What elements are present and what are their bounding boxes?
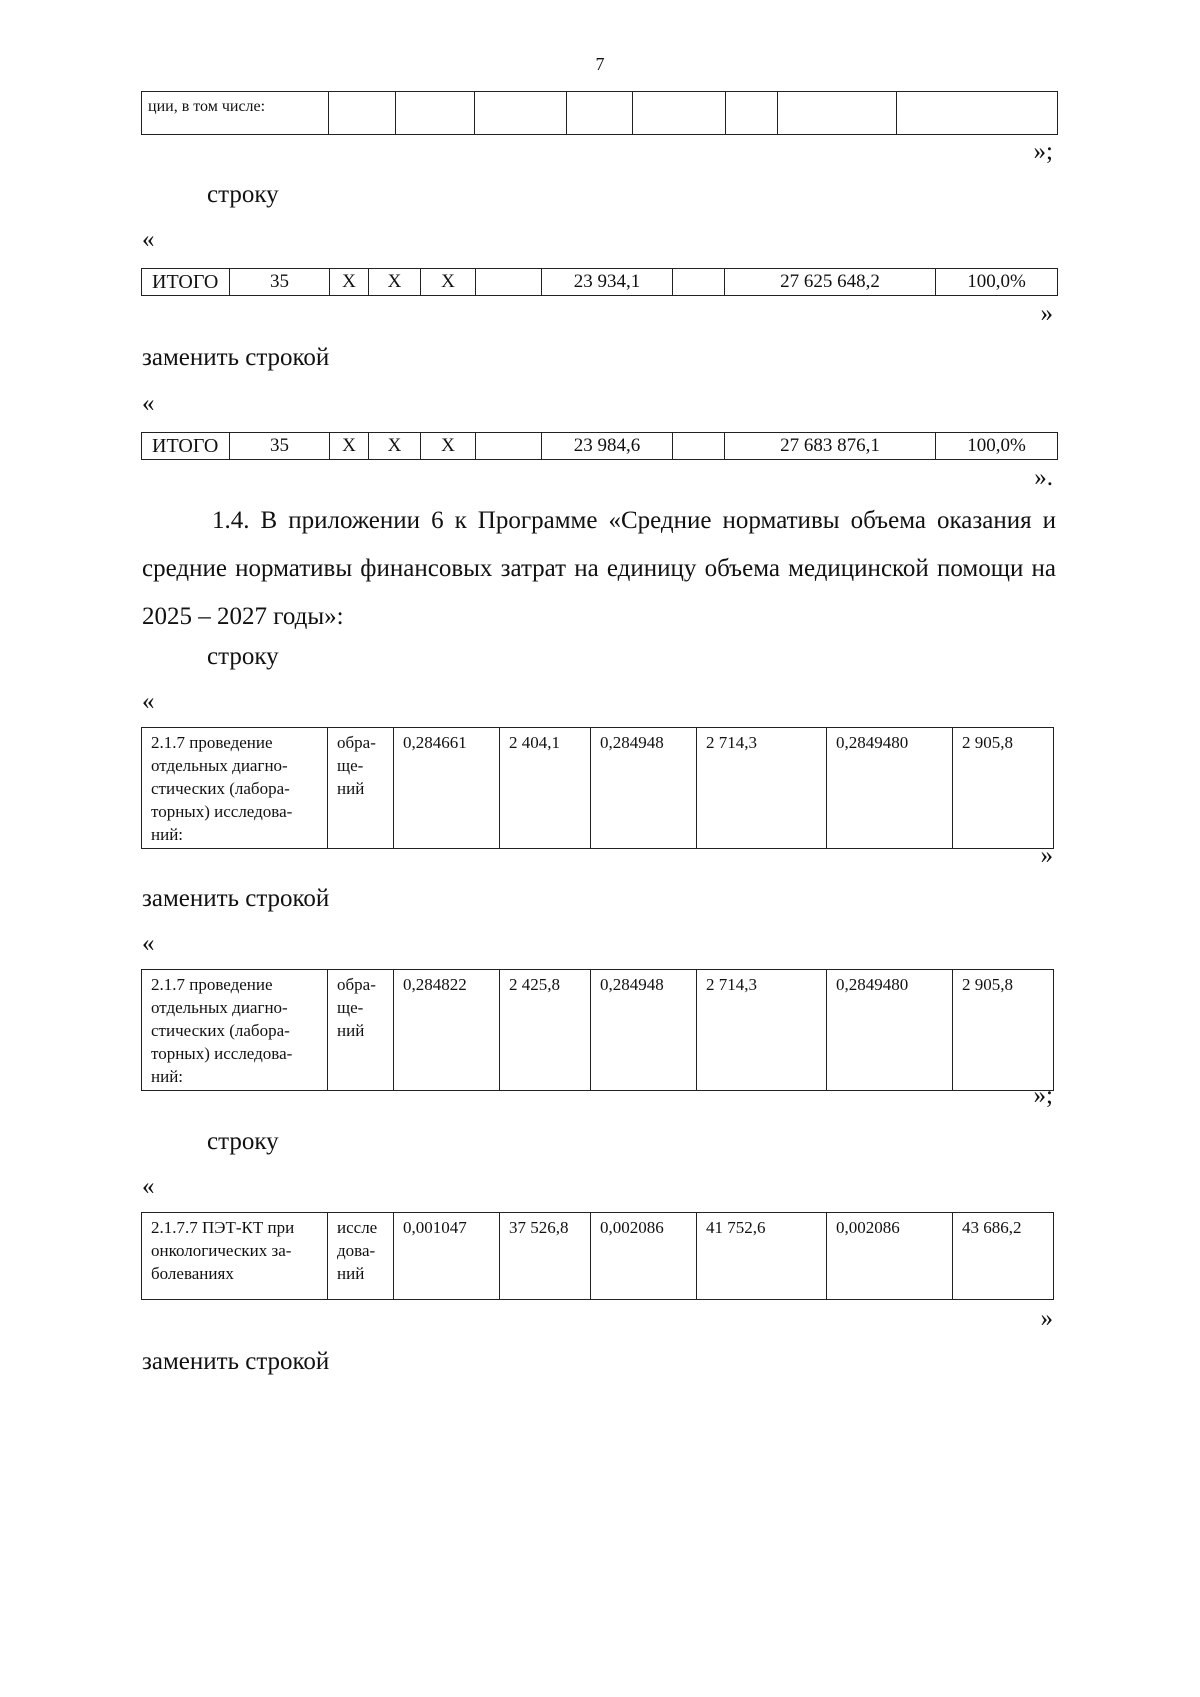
table-cell: 2 714,3 bbox=[697, 728, 827, 849]
opening-quote: « bbox=[142, 688, 155, 715]
opening-quote: « bbox=[142, 226, 155, 253]
table-cell: 0,284661 bbox=[394, 728, 500, 849]
table-cell: 100,0% bbox=[936, 433, 1058, 460]
table-cell: 35 bbox=[230, 433, 330, 460]
top-table-fragment bbox=[141, 91, 1058, 135]
text-stroku: строку bbox=[207, 643, 279, 670]
table-cell: 100,0% bbox=[936, 269, 1058, 296]
table-cell: 0,284948 bbox=[591, 970, 697, 1091]
table-cell: 23 984,6 bbox=[542, 433, 673, 460]
table-cell: 37 526,8 bbox=[500, 1213, 591, 1300]
closing-quote: »; bbox=[1033, 138, 1053, 165]
table-cell bbox=[726, 92, 778, 135]
opening-quote: « bbox=[142, 1173, 155, 1200]
table-cell bbox=[396, 92, 475, 135]
table-cell: 35 bbox=[230, 269, 330, 296]
closing-quote: » bbox=[1040, 842, 1053, 869]
table-cell: ции, в том числе: bbox=[142, 92, 329, 135]
page-number: 7 bbox=[595, 54, 605, 74]
table-cell: 0,2849480 bbox=[827, 728, 953, 849]
paragraph-text: 1.4. В приложении 6 к Программе «Средние нормативы объема оказания и средние нормативы финансовых затрат на единицу объема медицинской помощи на 2025 – 2027 годы»: bbox=[142, 507, 1056, 630]
table-cell: ИТОГО bbox=[142, 269, 230, 296]
table-cell: 0,284822 bbox=[394, 970, 500, 1091]
text-stroku: строку bbox=[207, 1128, 279, 1155]
table-cell bbox=[897, 92, 1058, 135]
closing-quote: » bbox=[1040, 1305, 1053, 1332]
table-cell: 27 625 648,2 bbox=[725, 269, 936, 296]
table-cell: 0,002086 bbox=[827, 1213, 953, 1300]
table-cell: 2 714,3 bbox=[697, 970, 827, 1091]
table-cell: X bbox=[330, 269, 369, 296]
table-cell: 2.1.7.7 ПЭТ-КТ при онкологических за-болеваниях bbox=[142, 1213, 328, 1300]
table-cell: X bbox=[369, 433, 421, 460]
table-cell: обра-ще-ний bbox=[328, 970, 394, 1091]
table-cell: 0,001047 bbox=[394, 1213, 500, 1300]
table-cell: 2 905,8 bbox=[953, 728, 1054, 849]
table-cell: 0,002086 bbox=[591, 1213, 697, 1300]
table-row bbox=[142, 728, 1054, 849]
total-row-new bbox=[141, 432, 1058, 460]
table-cell: ИТОГО bbox=[142, 433, 230, 460]
table-cell: 2.1.7 проведение отдельных диагно-стических (лабора-торных) исследова-ний: bbox=[142, 728, 328, 849]
table-cell: X bbox=[421, 269, 476, 296]
table-cell: 27 683 876,1 bbox=[725, 433, 936, 460]
text-stroku: строку bbox=[207, 181, 279, 208]
table-cell bbox=[475, 92, 567, 135]
table-cell bbox=[778, 92, 897, 135]
table-cell: 0,2849480 bbox=[827, 970, 953, 1091]
table-cell: 41 752,6 bbox=[697, 1213, 827, 1300]
table-cell: 2 404,1 bbox=[500, 728, 591, 849]
paragraph-1-4 bbox=[142, 497, 1056, 641]
table-row bbox=[142, 970, 1054, 1091]
table-cell bbox=[633, 92, 726, 135]
text-zamenit: заменить строкой bbox=[142, 885, 330, 912]
table-row bbox=[142, 269, 1058, 296]
table-row bbox=[142, 1213, 1054, 1300]
table-cell bbox=[476, 433, 542, 460]
table-cell: 43 686,2 bbox=[953, 1213, 1054, 1300]
table-cell: 0,284948 bbox=[591, 728, 697, 849]
closing-quote: »; bbox=[1033, 1082, 1053, 1109]
total-row-old bbox=[141, 268, 1058, 296]
table-cell: X bbox=[330, 433, 369, 460]
text-zamenit: заменить строкой bbox=[142, 344, 330, 371]
row-2-1-7-old bbox=[141, 727, 1054, 849]
table-cell: X bbox=[369, 269, 421, 296]
table-cell: обра-ще-ний bbox=[328, 728, 394, 849]
table-cell: 23 934,1 bbox=[542, 269, 673, 296]
table-cell bbox=[329, 92, 396, 135]
text-zamenit: заменить строкой bbox=[142, 1348, 330, 1375]
table-cell bbox=[567, 92, 633, 135]
table-cell: иссле дова-ний bbox=[328, 1213, 394, 1300]
table-cell: X bbox=[421, 433, 476, 460]
opening-quote: « bbox=[142, 390, 155, 417]
table-row bbox=[142, 92, 1058, 135]
closing-quote: » bbox=[1040, 300, 1053, 327]
table-cell: 2.1.7 проведение отдельных диагно-стических (лабора-торных) исследова-ний: bbox=[142, 970, 328, 1091]
table-cell bbox=[673, 269, 725, 296]
row-2-1-7-new bbox=[141, 969, 1054, 1091]
table-cell: 2 905,8 bbox=[953, 970, 1054, 1091]
table-cell: 2 425,8 bbox=[500, 970, 591, 1091]
closing-quote: ». bbox=[1034, 464, 1053, 491]
table-cell bbox=[476, 269, 542, 296]
table-row bbox=[142, 433, 1058, 460]
opening-quote: « bbox=[142, 930, 155, 957]
table-cell bbox=[673, 433, 725, 460]
row-2-1-7-7-old bbox=[141, 1212, 1054, 1300]
